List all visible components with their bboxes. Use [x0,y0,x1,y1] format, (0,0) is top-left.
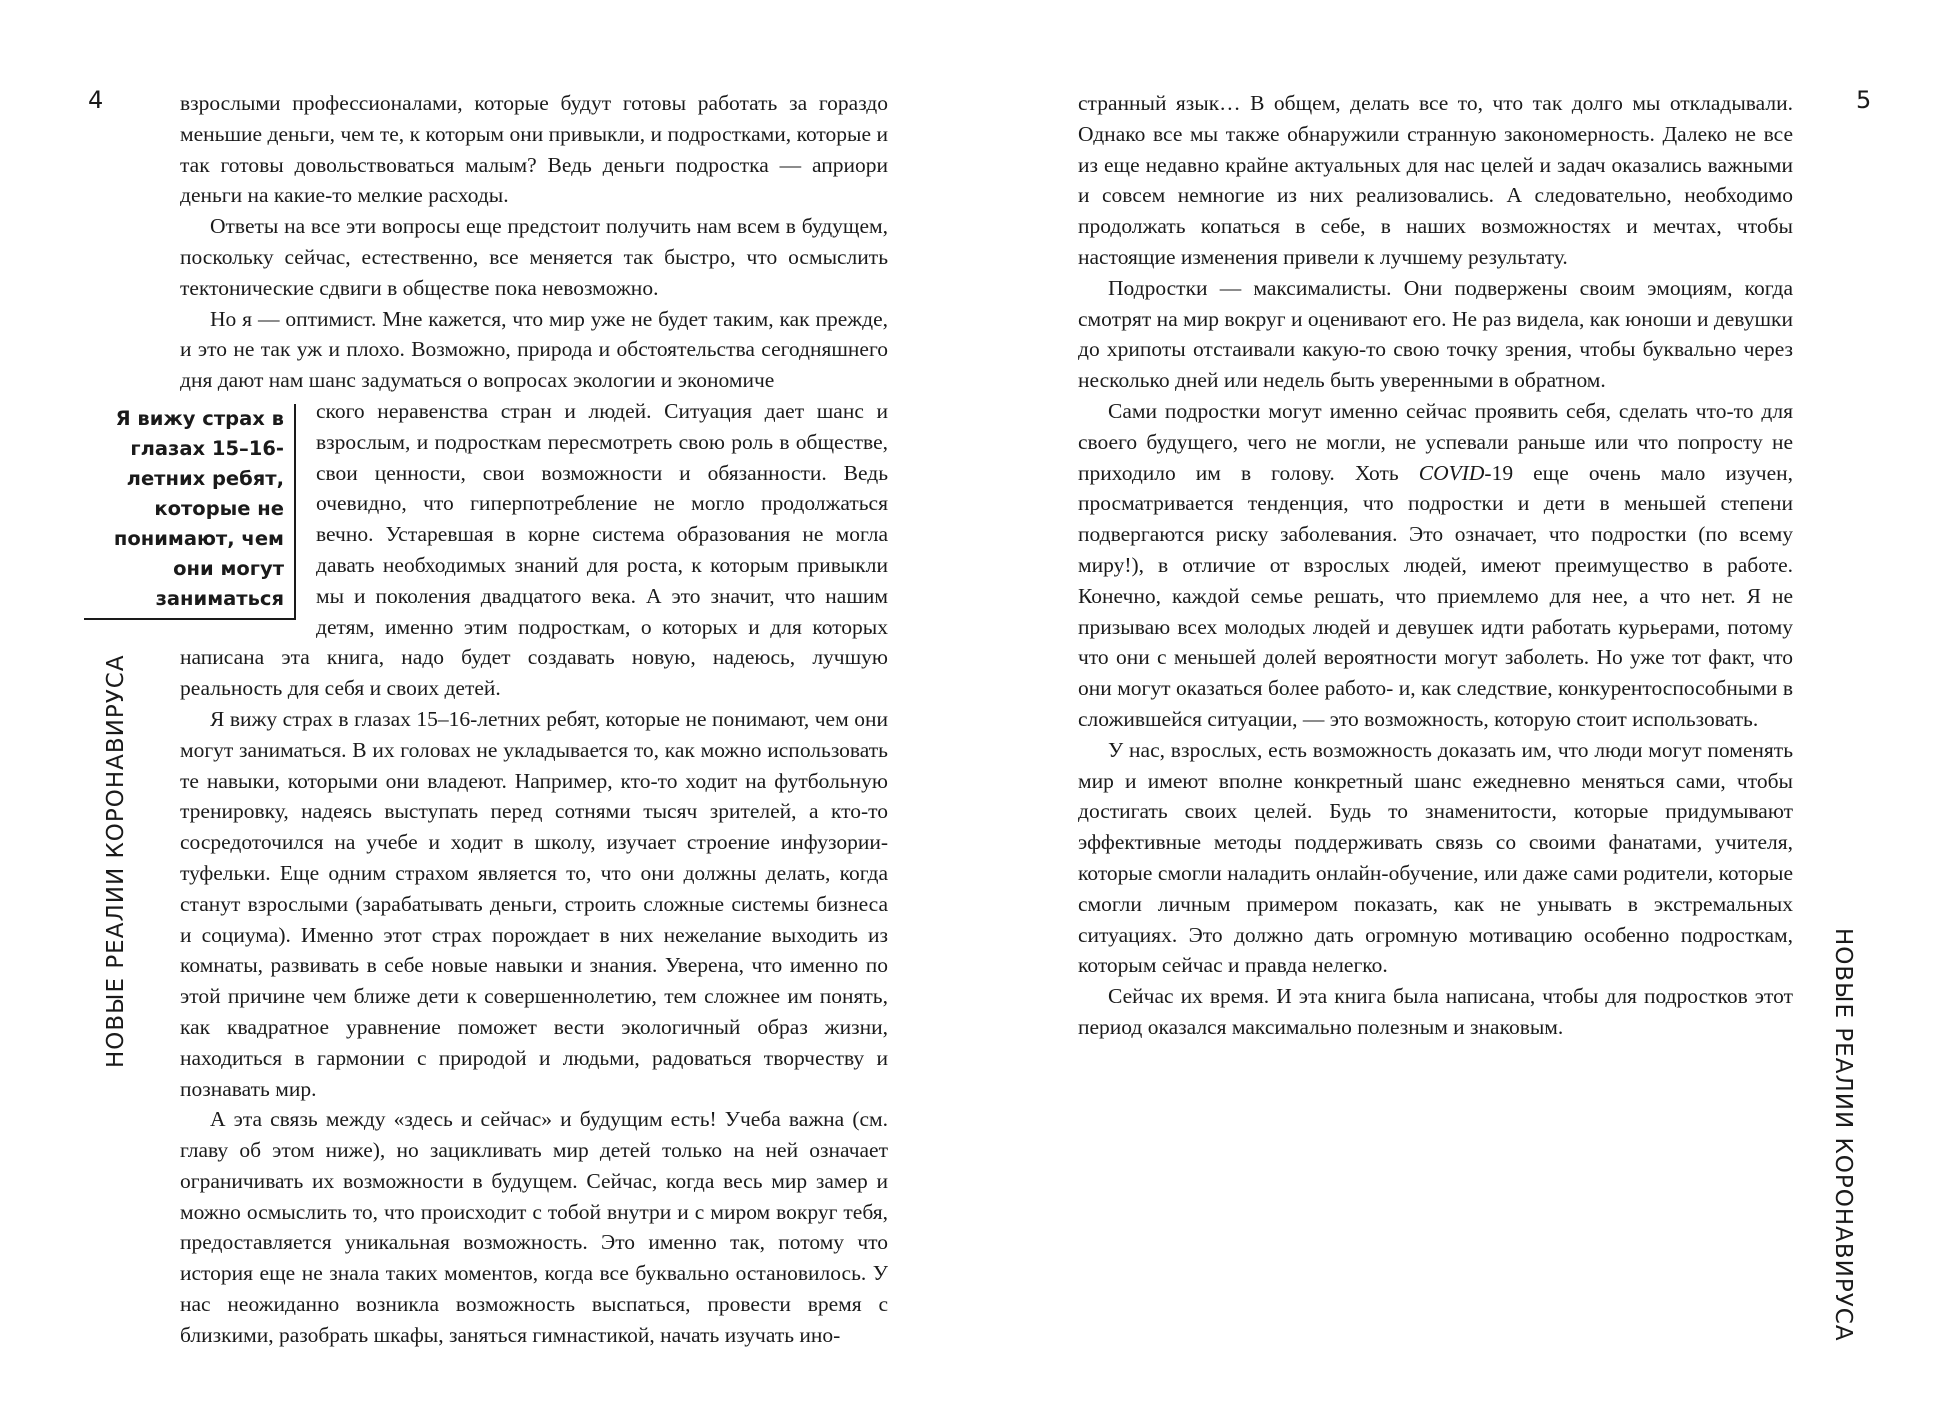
right-paragraph-5: Сейчас их время. И эта книга была написана, чтобы для подростков этот период оказался максимально полезным и знаковым. [1078,984,1793,1039]
page-number-right: 5 [1856,86,1872,114]
left-paragraph-3a: Но я — оптимист. Мне кажется, что мир уже не будет таким, как прежде, и это не так уж и плохо. Возможно, природа и обстоятельства сегодняшнего дня дают нам шанс задуматься о вопросах экологии и экономиче [180,306,888,393]
running-head-left: НОВЫЕ РЕАЛИИ КОРОНАВИРУСА [103,654,129,1068]
left-paragraph-4: Я вижу страх в глазах 15–16-летних ребят, которые не понимают, чем они могут заниматься. В их головах не укладывается то, как можно использовать те навыки, которыми они владеют. Например, кто-то ходит на футбольную тренировку, надеясь выступать перед сотнями тысяч зрителей, а кто-то сосредоточился на учебе и ходит в школу, изучает строение инфузории-туфельки. Еще одним страхом является то, что они должны делать, когда станут взрослыми (зарабатывать деньги, строить сложные системы бизнеса и социума). Именно этот страх порождает в них нежелание выходить из комнаты, развивать в себе новые навыки и знания. Уверена, что именно по этой причине чем ближе дети к совершеннолетию, тем сложнее им понять, как квадратное уравнение поможет вести экологичный образ жизни, находиться в гармонии с природой и людьми, радоваться творчеству и познавать мир. [180,706,888,1101]
left-paragraph-1: взрослыми профессионалами, которые будут готовы работать за гораздо меньшие деньги, чем те, к которым они привыкли, и подростками, которые и так готовы довольствоваться малым? Ведь деньги подростка — априори деньги на какие-то мелкие расходы. [180,91,888,208]
right-paragraph-3-before: Сами подростки могут именно сейчас проявить себя, сделать что-то для своего будущего, чего не могли, не успевали раньше или что попросту не приходило им в голову. Хоть [1078,398,1793,485]
pull-quote: Я вижу страх в глазах 15–16-летних ребят, которые не понимают, чем они могут заниматься [84,404,296,620]
covid-italic: COVID [1418,460,1485,485]
right-paragraph-2: Подростки — максималисты. Они подвержены своим эмоциям, когда смотрят на мир вокруг и оценивают его. Не раз видела, как юноши и девушки до хрипоты отстаивали какую-то свою точку зрения, чтобы буквально через несколько дней или недель быть уверенными в обратном. [1078,275,1793,393]
left-paragraph-2: Ответы на все эти вопросы еще предстоит получить нам всем в будущем, поскольку сейчас, естественно, все меняется так быстро, что осмыслить тектонические сдвиги в обществе пока невозможно. [180,214,888,300]
left-paragraph-3b: ского неравенства стран и людей. Ситуация дает шанс и взрослым, и подросткам пересмотреть свою роль в обществе, свои ценности, свои возможности и обязанности. Ведь очевидно, что гиперпотребление не могло продолжаться вечно. Устаревшая в корне система образования не могла давать необходимых знаний для роста, к которым привыкли мы и поколения двадцатого века. А это значит, что нашим детям, именно этим подросткам, о которых и для которых написана эта книга, надо будет создавать новую, надеюсь, лучшую реальность для себя и своих детей. [180,398,888,701]
right-paragraph-1: странный язык… В общем, делать все то, что так долго мы откладывали. Однако все мы также обнаружили странную закономерность. Далеко не все из еще недавно крайне актуальных для нас целей и задач оказались важными и совсем немногие из них реализовались. А следовательно, необходимо продолжать копаться в себе, в наших возможностях и мечтах, чтобы настоящие изменения привели к лучшему результату. [1078,91,1793,269]
running-head-right: НОВЫЕ РЕАЛИИ КОРОНАВИРУСА [1830,928,1856,1342]
left-paragraph-5: А эта связь между «здесь и сейчас» и будущим есть! Учеба важна (см. главу об этом ниже), но зацикливать мир детей только на ней означает ограничивать их возможности в будущем. Сейчас, когда весь мир замер и можно осмыслить то, что происходит с тобой внутри и с миром вокруг тебя, предоставляется уникальная возможность. Это именно так, потому что история еще не знала таких моментов, когда все буквально остановилось. У нас неожиданно возникла возможность выспаться, провести время с близкими, разобрать шкафы, заняться гимнастикой, начать изучать ино- [180,1107,888,1347]
right-paragraph-4: У нас, взрослых, есть возможность доказать им, что люди могут поменять мир и имеют вполне конкретный шанс ежедневно меняться сами, чтобы достигать своих целей. Будь то знаменитости, которые придумывают эффективные методы поддерживать связь со своими фанатами, учителя, которые смогли наладить онлайн-обучение, или даже сами родители, которые смогли личным примером показать, как не унывать в экстремальных ситуациях. Это должно дать огромную мотивацию особенно подросткам, которым сейчас и правда нелегко. [1078,737,1793,978]
page-number-left: 4 [88,86,104,114]
right-paragraph-3-after: -19 еще очень мало изучен, просматривается тенденция, что подростки и дети в меньшей степени подвергаются риску заболевания. Это означает, что подростки (по всему миру!), в отличие от взрослых людей, имеют преимущество в работе. Конечно, каждой семье решать, что приемлемо для нее, а что нет. Я не призываю всех молодых людей и девушек идти работать курьерами, потому что они с меньшей долей вероятности могут заболеть. Но уже тот факт, что они могут оказаться более работо- и, как следствие, конкурентоспособными в сложившейся ситуации, — это возможность, которую стоит использовать. [1078,460,1793,731]
right-page-text [1078,88,1793,1043]
right-paragraph-3 [1078,396,1793,735]
